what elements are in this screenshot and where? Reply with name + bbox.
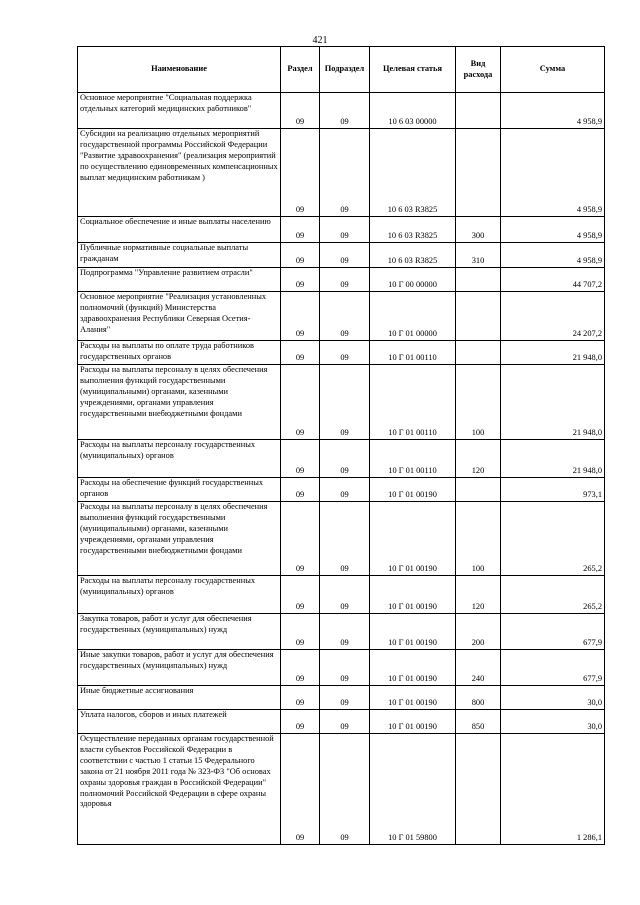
row-section: 09 xyxy=(281,650,320,686)
row-subsection: 09 xyxy=(320,292,370,341)
table-row xyxy=(78,686,605,710)
row-amount: 21 948,0 xyxy=(501,440,605,478)
row-amount: 4 958,9 xyxy=(501,93,605,129)
row-target: 10 Г 00 00000 xyxy=(370,268,456,292)
row-name: Социальное обеспечение и иные выплаты населению xyxy=(78,217,281,243)
row-type xyxy=(456,341,501,365)
row-type xyxy=(456,268,501,292)
row-subsection: 09 xyxy=(320,341,370,365)
row-name: Субсидии на реализацию отдельных мероприятий государственной программы Российской Федерации "Развитие здравоохранения" (реализация мероприятий по осуществлению единовременных компенсационных выплат медицинским работникам ) xyxy=(78,129,281,217)
row-subsection: 09 xyxy=(320,478,370,502)
row-section: 09 xyxy=(281,365,320,440)
row-amount: 4 958,9 xyxy=(501,243,605,268)
row-amount: 24 207,2 xyxy=(501,292,605,341)
row-name: Расходы на выплаты персоналу государственных (муниципальных) органов xyxy=(78,576,281,614)
row-target: 10 Г 01 00190 xyxy=(370,576,456,614)
row-amount: 4 958,9 xyxy=(501,217,605,243)
table-row xyxy=(78,576,605,614)
table-row xyxy=(78,710,605,734)
row-section: 09 xyxy=(281,129,320,217)
table-row xyxy=(78,734,605,845)
row-target: 10 Г 01 00190 xyxy=(370,478,456,502)
row-subsection: 09 xyxy=(320,129,370,217)
row-subsection: 09 xyxy=(320,93,370,129)
row-section: 09 xyxy=(281,292,320,341)
row-target: 10 Г 01 00190 xyxy=(370,686,456,710)
row-subsection: 09 xyxy=(320,217,370,243)
row-name: Иные закупки товаров, работ и услуг для обеспечения государственных (муниципальных) нужд xyxy=(78,650,281,686)
row-section: 09 xyxy=(281,502,320,576)
table-row xyxy=(78,129,605,217)
row-amount: 973,1 xyxy=(501,478,605,502)
budget-table xyxy=(77,46,605,845)
row-name: Подпрограмма "Управление развитием отрасли" xyxy=(78,268,281,292)
table-row xyxy=(78,365,605,440)
row-section: 09 xyxy=(281,614,320,650)
row-section: 09 xyxy=(281,217,320,243)
row-type: 850 xyxy=(456,710,501,734)
table-row xyxy=(78,243,605,268)
table-row xyxy=(78,292,605,341)
table-row xyxy=(78,650,605,686)
row-name: Основное мероприятие "Реализация установленных полномочий (функций) Министерства здравоохранения Республики Северная Осетия-Алания" xyxy=(78,292,281,341)
row-subsection: 09 xyxy=(320,650,370,686)
row-section: 09 xyxy=(281,93,320,129)
row-type: 240 xyxy=(456,650,501,686)
row-name: Расходы на обеспечение функций государственных органов xyxy=(78,478,281,502)
table-row xyxy=(78,440,605,478)
row-amount: 30,0 xyxy=(501,710,605,734)
row-subsection: 09 xyxy=(320,502,370,576)
table-row xyxy=(78,93,605,129)
row-section: 09 xyxy=(281,268,320,292)
row-target: 10 6 03 R3825 xyxy=(370,243,456,268)
row-section: 09 xyxy=(281,341,320,365)
table-row xyxy=(78,502,605,576)
row-amount: 44 707,2 xyxy=(501,268,605,292)
row-section: 09 xyxy=(281,686,320,710)
row-type: 120 xyxy=(456,440,501,478)
page-number: 421 xyxy=(312,35,328,46)
row-target: 10 Г 01 59800 xyxy=(370,734,456,845)
row-name: Уплата налогов, сборов и иных платежей xyxy=(78,710,281,734)
row-type xyxy=(456,478,501,502)
row-amount: 677,9 xyxy=(501,614,605,650)
row-type xyxy=(456,292,501,341)
row-target: 10 6 03 R3825 xyxy=(370,129,456,217)
row-amount: 1 286,1 xyxy=(501,734,605,845)
row-name: Основное мероприятие "Социальная поддержка отдельных категорий медицинских работников" xyxy=(78,93,281,129)
row-type: 200 xyxy=(456,614,501,650)
row-target: 10 Г 01 00190 xyxy=(370,710,456,734)
row-target: 10 Г 01 00110 xyxy=(370,440,456,478)
row-section: 09 xyxy=(281,734,320,845)
row-type: 100 xyxy=(456,502,501,576)
row-subsection: 09 xyxy=(320,243,370,268)
row-target: 10 Г 01 00000 xyxy=(370,292,456,341)
table-row xyxy=(78,341,605,365)
table-row xyxy=(78,268,605,292)
row-target: 10 6 03 00000 xyxy=(370,93,456,129)
header-target: Целевая статья xyxy=(370,47,456,93)
row-amount: 677,9 xyxy=(501,650,605,686)
table-row xyxy=(78,478,605,502)
row-target: 10 Г 01 00190 xyxy=(370,650,456,686)
row-type: 310 xyxy=(456,243,501,268)
row-subsection: 09 xyxy=(320,440,370,478)
row-section: 09 xyxy=(281,478,320,502)
header-amount: Сумма xyxy=(501,47,605,93)
row-target: 10 Г 01 00190 xyxy=(370,502,456,576)
header-section: Раздел xyxy=(281,47,320,93)
row-type: 100 xyxy=(456,365,501,440)
row-section: 09 xyxy=(281,243,320,268)
row-amount: 265,2 xyxy=(501,502,605,576)
row-amount: 265,2 xyxy=(501,576,605,614)
row-subsection: 09 xyxy=(320,710,370,734)
row-amount: 30,0 xyxy=(501,686,605,710)
row-name: Иные бюджетные ассигнования xyxy=(78,686,281,710)
row-subsection: 09 xyxy=(320,686,370,710)
row-section: 09 xyxy=(281,710,320,734)
row-type xyxy=(456,129,501,217)
row-name: Расходы на выплаты персоналу в целях обеспечения выполнения функций государственными (муниципальными) органами, казенными учреждениями, органами управления государственными внебюджетными фондами xyxy=(78,502,281,576)
row-type xyxy=(456,93,501,129)
row-target: 10 Г 01 00110 xyxy=(370,341,456,365)
row-target: 10 Г 01 00190 xyxy=(370,614,456,650)
row-target: 10 6 03 R3825 xyxy=(370,217,456,243)
row-type xyxy=(456,734,501,845)
row-name: Осуществление переданных органам государственной власти субъектов Российской Федерации в соответствии с частью 1 статьи 15 Федерального закона от 21 ноября 2011 года № 323-ФЗ "Об основах охраны здоровья граждан в Российской Федерации" полномочий Российской Федерации в сфере охраны здоровья xyxy=(78,734,281,845)
row-subsection: 09 xyxy=(320,614,370,650)
row-subsection: 09 xyxy=(320,734,370,845)
row-section: 09 xyxy=(281,440,320,478)
row-name: Расходы на выплаты по оплате труда работников государственных органов xyxy=(78,341,281,365)
row-name: Публичные нормативные социальные выплаты гражданам xyxy=(78,243,281,268)
row-amount: 21 948,0 xyxy=(501,365,605,440)
header-name: Наименование xyxy=(78,47,281,93)
table-row xyxy=(78,614,605,650)
header-expense-type: Вид расхода xyxy=(456,47,501,93)
row-name: Расходы на выплаты персоналу государственных (муниципальных) органов xyxy=(78,440,281,478)
row-type: 800 xyxy=(456,686,501,710)
row-amount: 4 958,9 xyxy=(501,129,605,217)
row-name: Закупка товаров, работ и услуг для обеспечения государственных (муниципальных) нужд xyxy=(78,614,281,650)
header-subsection: Подраздел xyxy=(320,47,370,93)
row-type: 120 xyxy=(456,576,501,614)
row-subsection: 09 xyxy=(320,365,370,440)
row-target: 10 Г 01 00110 xyxy=(370,365,456,440)
table-header-row xyxy=(78,47,605,93)
row-name: Расходы на выплаты персоналу в целях обеспечения выполнения функций государственными (муниципальными) органами, казенными учреждениями, органами управления государственными внебюджетными фондами xyxy=(78,365,281,440)
row-subsection: 09 xyxy=(320,268,370,292)
row-subsection: 09 xyxy=(320,576,370,614)
row-section: 09 xyxy=(281,576,320,614)
row-type: 300 xyxy=(456,217,501,243)
row-amount: 21 948,0 xyxy=(501,341,605,365)
table-row xyxy=(78,217,605,243)
